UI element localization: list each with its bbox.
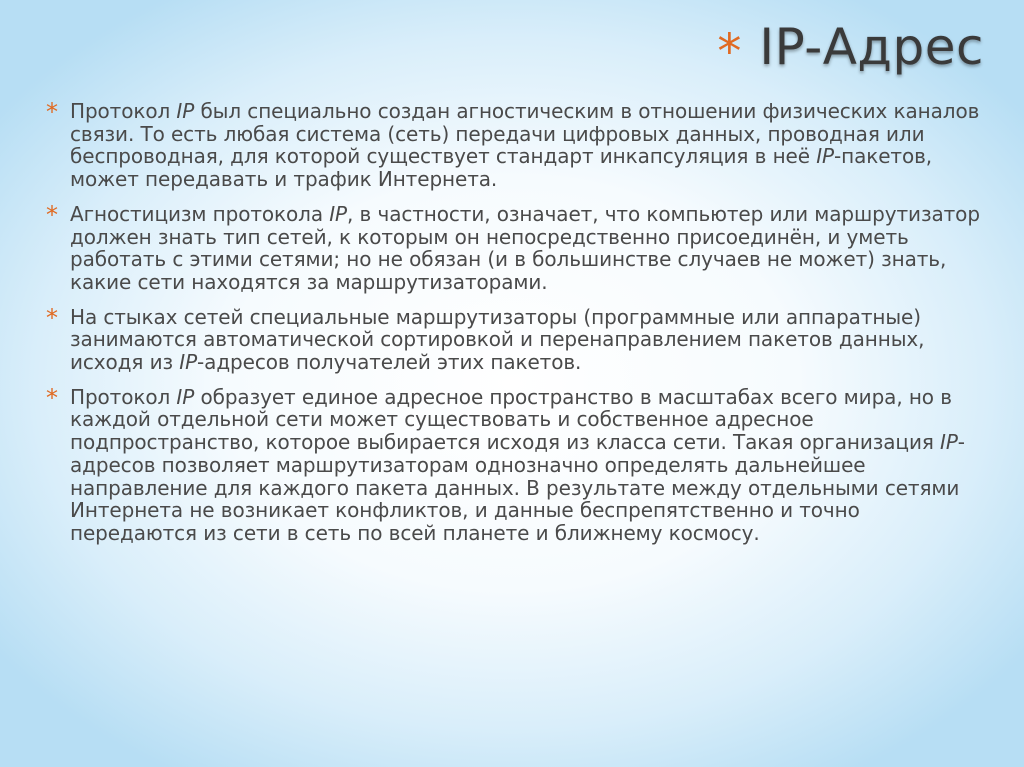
bullet-text-run: Агностицизм протокола bbox=[70, 201, 330, 226]
bullet-text-run: -пакетов, может передавать и трафик Интернета. bbox=[70, 144, 933, 192]
bullet-list bbox=[46, 100, 986, 557]
bullet-item bbox=[46, 303, 986, 375]
bullet-text-run: образует единое адресное пространство в масштабах всего мира, но в каждой отдельной сети может существовать и собственное адресное подпространство, которое выбирается исходя из класса сети. Такая организация bbox=[70, 384, 952, 455]
bullet-text-emphasis: IP bbox=[329, 201, 348, 226]
bullet-text-emphasis: IP bbox=[816, 144, 834, 169]
bullet-text-emphasis: IP bbox=[940, 430, 958, 455]
bullet-text-emphasis: IP bbox=[176, 384, 195, 409]
bullet-text-run: На стыках сетей специальные маршрутизаторы (программные или аппаратные) занимаются автоматической сортировкой и перенаправлением пакетов данных, исходя из bbox=[70, 304, 925, 375]
bullet-text bbox=[70, 386, 986, 545]
bullet-text bbox=[70, 100, 986, 191]
bullet-text-run: Протокол bbox=[70, 384, 177, 409]
bullet-text-emphasis: IP bbox=[176, 99, 195, 123]
bullet-asterisk-icon: * bbox=[46, 383, 58, 412]
bullet-text-run: -адресов позволяет маршрутизаторам однозначно определять дальнейшее направление для каждого пакета данных. В результате между отдельными сетями Интернета не возникает конфликтов, и данные беспрепятственно и точно передаются из сети в сеть по всей планете и ближнему космосу. bbox=[70, 430, 965, 545]
bullet-asterisk-icon: * bbox=[46, 303, 58, 332]
bullet-item bbox=[46, 100, 986, 191]
bullet-text bbox=[70, 203, 986, 294]
bullet-text-run: -адресов получателей этих пакетов. bbox=[197, 350, 582, 375]
title-asterisk-icon: * bbox=[717, 24, 742, 80]
bullet-text-emphasis: IP bbox=[179, 350, 198, 375]
bullet-text bbox=[70, 306, 986, 374]
bullet-asterisk-icon: * bbox=[46, 200, 58, 229]
bullet-text-run: был специально создан агностическим в отношении физических каналов связи. То есть любая система (сеть) передачи цифровых данных, проводная или беспроводная, для которой существует стандарт инкапсуляция в неё bbox=[70, 99, 980, 169]
bullet-item bbox=[46, 200, 986, 294]
bullet-text-run: , в частности, означает, что компьютер или маршрутизатор должен знать тип сетей, к которым он непосредственно присоединён, и уметь работать с этими сетями; но не обязан (и в большинстве случаев не может) знать, какие сети находятся за маршрутизаторами. bbox=[70, 201, 980, 294]
slide-title-area bbox=[717, 18, 984, 80]
bullet-asterisk-icon: * bbox=[46, 98, 58, 126]
bullet-text-run: Протокол bbox=[70, 99, 177, 123]
slide-title: IP-Адрес bbox=[759, 18, 984, 76]
bullet-item bbox=[46, 383, 986, 545]
